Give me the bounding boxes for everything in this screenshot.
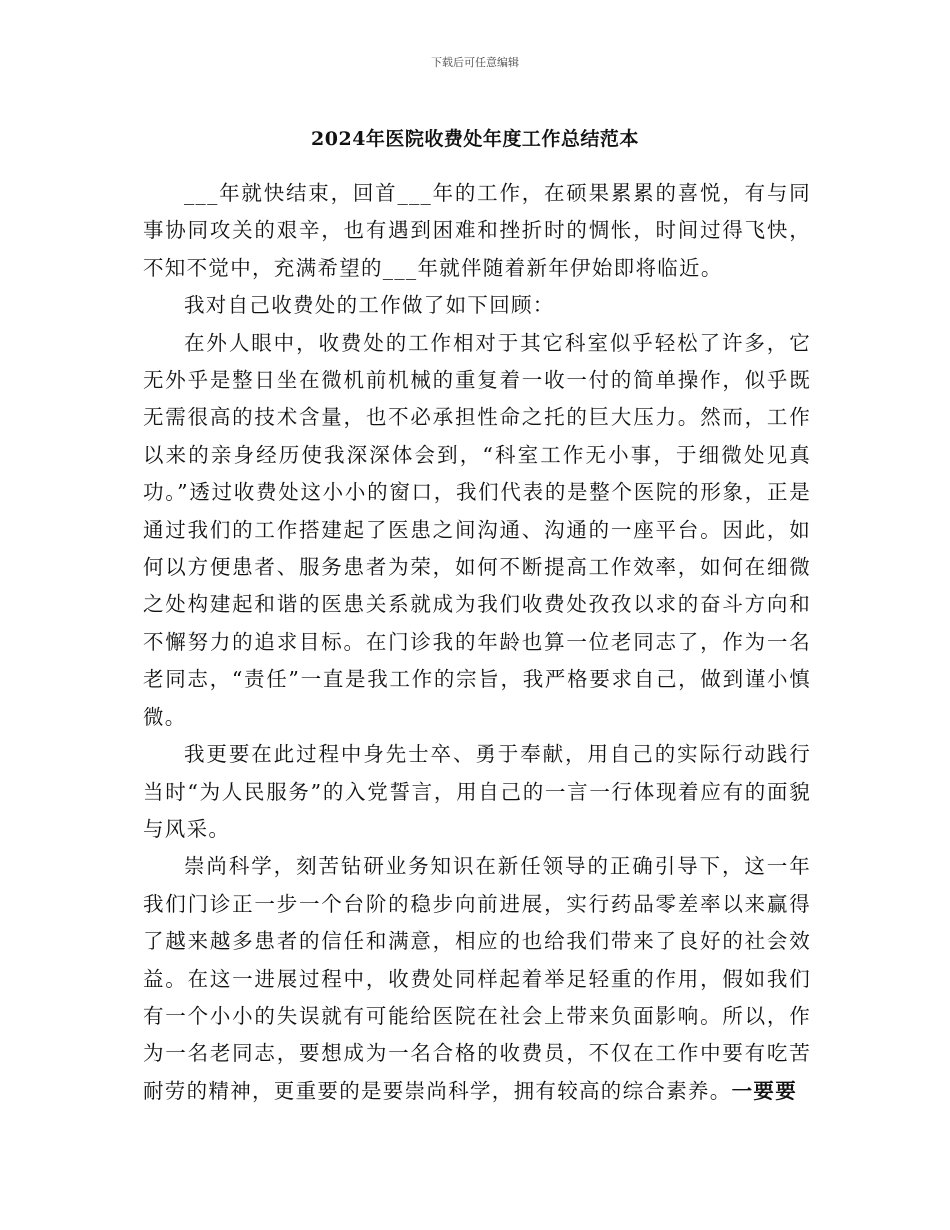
paragraph-review-lead: 我对自己收费处的工作做了如下回顾： [184, 293, 555, 318]
paragraph-outside-view: 在外人眼中，收费处的工作相对于其它科室似乎轻松了许多，它无外乎是整日坐在微机前机械的重复着一收一付的简单操作，似乎既无需很高的技术含量，也不必承担性命之托的巨大压力。然而，工作以来的亲身经历使我深深体会到，“科室工作无小事，于细微处见真功。”透过收费处这小小的窗口，我们代表的是整个医院的形象，正是通过我们的工作搭建起了医患之间沟通、沟通的一座平台。因此，如何以方便患者、服务患者为荣，如何不断提高工作效率，如何在细微之处构建起和谐的医患关系就成为我们收费处孜孜以求的奋斗方向和不懈努力的追求目标。在门诊我的年龄也算一位老同志了，作为一名老同志，“责任”一直是我工作的宗旨，我严格要求自己，做到谨小慎微。 [143, 330, 811, 729]
paragraph-science-text: 崇尚科学，刻苦钻研业务知识在新任领导的正确引导下，这一年我们门诊正一步一个台阶的稳步向前进展，实行药品零差率以来赢得了越来越多患者的信任和满意，相应的也给我们带来了良好的社会效益。在这一进展过程中，收费处同样起着举足轻重的作用，假如我们有一个小小的失误就有可能给医院在社会上带来负面影响。所以，作为一名老同志，要想成为一名合格的收费员，不仅在工作中要有吃苦耐劳的精神，更重要的是要崇尚科学，拥有较高的综合素养。 [143, 854, 811, 1103]
document-title: 2024年医院收费处年度工作总结范本 [311, 128, 639, 150]
document-body [143, 175, 811, 1110]
paragraph-lead-by-example: 我更要在此过程中身先士卒、勇于奉献，用自己的实际行动践行当时“为人民服务”的入党誓言，用自己的一言一行体现着应有的面貌与风采。 [143, 742, 811, 841]
paragraph-science [143, 848, 811, 1110]
page-header-note: 下载后可任意编辑 [431, 56, 519, 69]
paragraph-bold-tail: 一要要 [731, 1078, 798, 1103]
paragraph-intro: ___年就快结束，回首___年的工作，在硕果累累的喜悦，有与同事协同攻关的艰辛，也有遇到困难和挫折时的惆怅，时间过得飞快，不知不觉中，充满希望的___年就伴随着新年伊始即将临近。 [143, 181, 811, 280]
